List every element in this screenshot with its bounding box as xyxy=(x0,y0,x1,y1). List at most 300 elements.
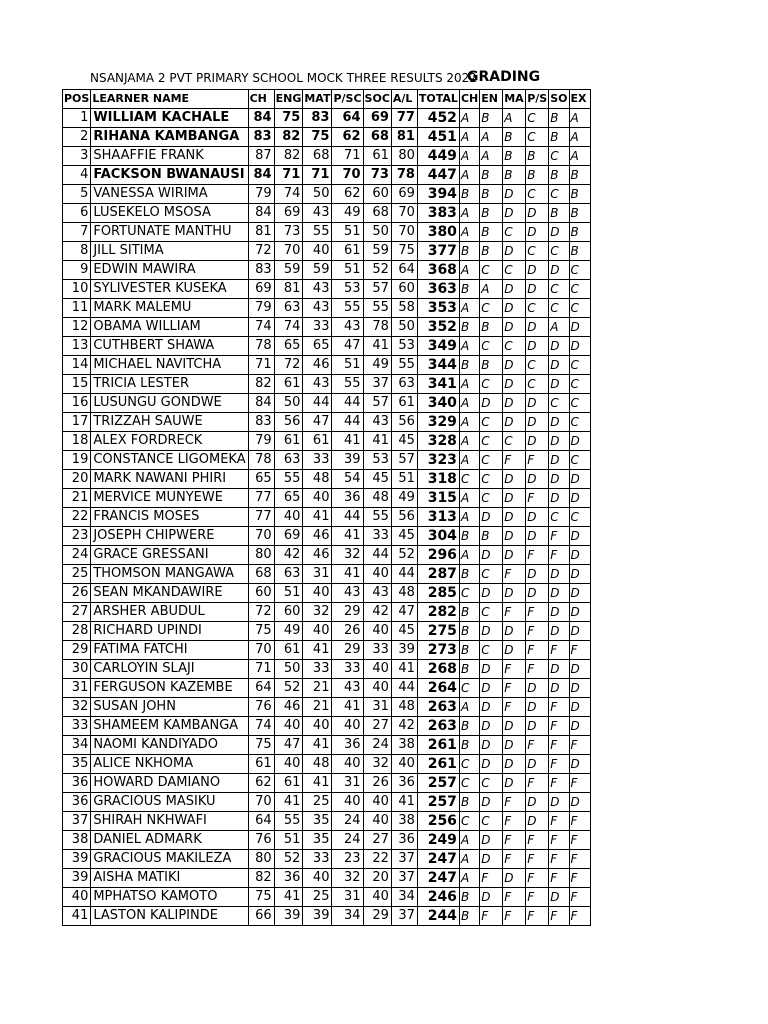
table-row xyxy=(63,508,591,527)
learner-name-cell: SYLIVESTER KUSEKA xyxy=(91,280,248,299)
grade-ma-cell: F xyxy=(503,888,526,907)
position-cell: 29 xyxy=(63,641,91,660)
table-row xyxy=(63,679,591,698)
score-eng-cell: 52 xyxy=(274,850,303,869)
position-cell: 26 xyxy=(63,584,91,603)
position-cell: 38 xyxy=(63,831,91,850)
score-mat-cell: 21 xyxy=(303,679,332,698)
score-mat-cell: 48 xyxy=(303,470,332,489)
total-cell: 304 xyxy=(417,527,459,546)
score-ch-cell: 71 xyxy=(248,660,274,679)
score-ch-cell: 72 xyxy=(248,242,274,261)
total-cell: 249 xyxy=(417,831,459,850)
grade-ch-cell: A xyxy=(459,375,479,394)
score-eng-cell: 82 xyxy=(274,147,303,166)
score-ch-cell: 69 xyxy=(248,280,274,299)
grade-ma-cell: F xyxy=(503,850,526,869)
grade-ch-cell: A xyxy=(459,337,479,356)
score-mat-cell: 43 xyxy=(303,280,332,299)
table-row xyxy=(63,546,591,565)
score-mat-cell: 39 xyxy=(303,907,332,926)
score-soc-cell: 33 xyxy=(363,527,391,546)
table-row xyxy=(63,698,591,717)
grade-ma-cell: C xyxy=(503,337,526,356)
position-cell: 2 xyxy=(63,128,91,147)
position-cell: 4 xyxy=(63,166,91,185)
grade-ma-cell: D xyxy=(503,755,526,774)
score-mat-cell: 35 xyxy=(303,812,332,831)
score-soc-cell: 27 xyxy=(363,831,391,850)
grade-en-cell: B xyxy=(480,318,503,337)
score-soc-cell: 26 xyxy=(363,774,391,793)
grade-ch-cell: B xyxy=(459,622,479,641)
grade-ma-cell: D xyxy=(503,546,526,565)
grade-ex-cell: F xyxy=(569,774,590,793)
learner-name-cell: LUSUNGU GONDWE xyxy=(91,394,248,413)
score-mat-cell: 40 xyxy=(303,869,332,888)
score-soc-cell: 57 xyxy=(363,280,391,299)
grade-so-cell: D xyxy=(549,622,569,641)
grade-ps-cell: F xyxy=(526,831,549,850)
total-cell: 256 xyxy=(417,812,459,831)
position-cell: 25 xyxy=(63,565,91,584)
grade-ex-cell: C xyxy=(569,508,590,527)
grade-ex-cell: F xyxy=(569,869,590,888)
score-eng-cell: 40 xyxy=(274,717,303,736)
grade-ma-cell: C xyxy=(503,223,526,242)
total-cell: 275 xyxy=(417,622,459,641)
score-eng-cell: 55 xyxy=(274,470,303,489)
grade-ps-cell: D xyxy=(526,565,549,584)
score-eng-cell: 51 xyxy=(274,831,303,850)
learner-name-cell: HOWARD DAMIANO xyxy=(91,774,248,793)
grade-en-cell: B xyxy=(480,109,503,128)
position-cell: 20 xyxy=(63,470,91,489)
score-eng-cell: 82 xyxy=(274,128,303,147)
grade-en-cell: F xyxy=(480,907,503,926)
score-mat-cell: 43 xyxy=(303,299,332,318)
grade-ps-cell: F xyxy=(526,641,549,660)
grade-so-cell: D xyxy=(549,470,569,489)
score-soc-cell: 41 xyxy=(363,337,391,356)
score-al-cell: 49 xyxy=(391,489,417,508)
score-eng-cell: 46 xyxy=(274,698,303,717)
total-cell: 349 xyxy=(417,337,459,356)
learner-name-cell: EDWIN MAWIRA xyxy=(91,261,248,280)
score-eng-cell: 41 xyxy=(274,888,303,907)
position-cell: 30 xyxy=(63,660,91,679)
position-cell: 16 xyxy=(63,394,91,413)
score-soc-cell: 33 xyxy=(363,641,391,660)
grade-ex-cell: D xyxy=(569,318,590,337)
grade-ex-cell: A xyxy=(569,109,590,128)
grade-ch-cell: B xyxy=(459,660,479,679)
score-soc-cell: 22 xyxy=(363,850,391,869)
learner-name-cell: MPHATSO KAMOTO xyxy=(91,888,248,907)
grade-so-cell: D xyxy=(549,660,569,679)
score-soc-cell: 40 xyxy=(363,622,391,641)
score-al-cell: 77 xyxy=(391,109,417,128)
grade-ex-cell: B xyxy=(569,223,590,242)
score-al-cell: 45 xyxy=(391,432,417,451)
learner-name-cell: GRACE GRESSANI xyxy=(91,546,248,565)
total-cell: 315 xyxy=(417,489,459,508)
table-row xyxy=(63,147,591,166)
total-cell: 263 xyxy=(417,698,459,717)
score-mat-cell: 41 xyxy=(303,641,332,660)
score-al-cell: 81 xyxy=(391,128,417,147)
grade-en-cell: B xyxy=(480,204,503,223)
learner-name-cell: WILLIAM KACHALE xyxy=(91,109,248,128)
learner-name-cell: FRANCIS MOSES xyxy=(91,508,248,527)
grade-ma-cell: C xyxy=(503,261,526,280)
grade-ps-cell: F xyxy=(526,774,549,793)
position-cell: 14 xyxy=(63,356,91,375)
grade-ps-cell: B xyxy=(526,166,549,185)
learner-name-cell: CUTHBERT SHAWA xyxy=(91,337,248,356)
total-cell: 273 xyxy=(417,641,459,660)
score-al-cell: 80 xyxy=(391,147,417,166)
table-row xyxy=(63,622,591,641)
score-soc-cell: 29 xyxy=(363,907,391,926)
total-cell: 380 xyxy=(417,223,459,242)
score-eng-cell: 65 xyxy=(274,489,303,508)
grade-ch-cell: B xyxy=(459,280,479,299)
grade-so-cell: C xyxy=(549,280,569,299)
score-ch-cell: 66 xyxy=(248,907,274,926)
grade-ma-cell: F xyxy=(503,451,526,470)
score-al-cell: 57 xyxy=(391,451,417,470)
total-cell: 285 xyxy=(417,584,459,603)
grade-en-cell: D xyxy=(480,698,503,717)
grade-en-cell: A xyxy=(480,128,503,147)
grade-en-cell: C xyxy=(480,375,503,394)
grade-ch-cell: A xyxy=(459,261,479,280)
score-eng-cell: 69 xyxy=(274,204,303,223)
grade-ps-cell: F xyxy=(526,622,549,641)
position-cell: 10 xyxy=(63,280,91,299)
total-cell: 329 xyxy=(417,413,459,432)
grade-ps-cell: D xyxy=(526,584,549,603)
grade-en-cell: B xyxy=(480,166,503,185)
score-psc-cell: 24 xyxy=(332,812,363,831)
grade-ch-cell: B xyxy=(459,907,479,926)
grade-so-cell: F xyxy=(549,546,569,565)
grade-ex-cell: C xyxy=(569,451,590,470)
learner-name-cell: VANESSA WIRIMA xyxy=(91,185,248,204)
total-cell: 247 xyxy=(417,869,459,888)
score-soc-cell: 37 xyxy=(363,375,391,394)
position-cell: 23 xyxy=(63,527,91,546)
grade-so-cell: A xyxy=(549,318,569,337)
table-row xyxy=(63,204,591,223)
score-psc-cell: 29 xyxy=(332,641,363,660)
score-mat-cell: 21 xyxy=(303,698,332,717)
table-row xyxy=(63,432,591,451)
grade-en-cell: C xyxy=(480,603,503,622)
total-cell: 247 xyxy=(417,850,459,869)
position-cell: 41 xyxy=(63,907,91,926)
score-eng-cell: 59 xyxy=(274,261,303,280)
grade-ex-cell: B xyxy=(569,204,590,223)
table-row xyxy=(63,736,591,755)
grade-ma-cell: F xyxy=(503,907,526,926)
score-eng-cell: 40 xyxy=(274,508,303,527)
grade-ma-cell: D xyxy=(503,584,526,603)
grade-ex-cell: D xyxy=(569,584,590,603)
grade-en-cell: D xyxy=(480,850,503,869)
score-ch-cell: 74 xyxy=(248,717,274,736)
score-eng-cell: 69 xyxy=(274,527,303,546)
score-ch-cell: 70 xyxy=(248,641,274,660)
grade-ma-cell: D xyxy=(503,204,526,223)
grade-ps-cell: D xyxy=(526,527,549,546)
position-cell: 19 xyxy=(63,451,91,470)
grade-ch-cell: B xyxy=(459,888,479,907)
score-al-cell: 37 xyxy=(391,850,417,869)
score-psc-cell: 71 xyxy=(332,147,363,166)
score-mat-cell: 40 xyxy=(303,717,332,736)
grade-ps-cell: D xyxy=(526,793,549,812)
grade-ma-cell: F xyxy=(503,698,526,717)
score-soc-cell: 61 xyxy=(363,147,391,166)
score-al-cell: 40 xyxy=(391,755,417,774)
grade-ex-cell: F xyxy=(569,812,590,831)
score-al-cell: 36 xyxy=(391,831,417,850)
grade-so-cell: D xyxy=(549,793,569,812)
score-eng-cell: 74 xyxy=(274,318,303,337)
score-psc-cell: 41 xyxy=(332,432,363,451)
learner-name-cell: JILL SITIMA xyxy=(91,242,248,261)
learner-name-cell: OBAMA WILLIAM xyxy=(91,318,248,337)
position-cell: 27 xyxy=(63,603,91,622)
position-cell: 39 xyxy=(63,850,91,869)
grade-ex-cell: C xyxy=(569,413,590,432)
grade-ps-cell: D xyxy=(526,261,549,280)
grade-ps-cell: C xyxy=(526,128,549,147)
grade-ma-cell: D xyxy=(503,413,526,432)
score-al-cell: 56 xyxy=(391,413,417,432)
grade-en-cell: D xyxy=(480,736,503,755)
score-psc-cell: 61 xyxy=(332,242,363,261)
grade-en-cell: D xyxy=(480,717,503,736)
grade-ch-cell: B xyxy=(459,736,479,755)
learner-name-cell: RICHARD UPINDI xyxy=(91,622,248,641)
score-soc-cell: 68 xyxy=(363,128,391,147)
total-cell: 368 xyxy=(417,261,459,280)
grade-ps-cell: D xyxy=(526,318,549,337)
score-psc-cell: 44 xyxy=(332,394,363,413)
total-cell: 257 xyxy=(417,793,459,812)
total-cell: 323 xyxy=(417,451,459,470)
grade-ex-cell: D xyxy=(569,679,590,698)
learner-name-cell: MARK NAWANI PHIRI xyxy=(91,470,248,489)
score-al-cell: 38 xyxy=(391,812,417,831)
table-row xyxy=(63,489,591,508)
table-row xyxy=(63,793,591,812)
score-al-cell: 60 xyxy=(391,280,417,299)
position-cell: 36 xyxy=(63,774,91,793)
grade-ma-cell: D xyxy=(503,622,526,641)
grade-so-cell: D xyxy=(549,603,569,622)
table-row xyxy=(63,242,591,261)
score-soc-cell: 31 xyxy=(363,698,391,717)
position-cell: 35 xyxy=(63,755,91,774)
score-mat-cell: 44 xyxy=(303,394,332,413)
position-cell: 37 xyxy=(63,812,91,831)
score-al-cell: 48 xyxy=(391,698,417,717)
grade-ch-cell: B xyxy=(459,185,479,204)
header-grade-ch: CH xyxy=(459,90,479,109)
table-row xyxy=(63,831,591,850)
grade-ma-cell: D xyxy=(503,717,526,736)
score-soc-cell: 42 xyxy=(363,603,391,622)
grade-ch-cell: A xyxy=(459,223,479,242)
score-psc-cell: 29 xyxy=(332,603,363,622)
grade-en-cell: D xyxy=(480,394,503,413)
position-cell: 6 xyxy=(63,204,91,223)
table-row xyxy=(63,660,591,679)
score-ch-cell: 74 xyxy=(248,318,274,337)
grade-ch-cell: B xyxy=(459,717,479,736)
score-psc-cell: 23 xyxy=(332,850,363,869)
score-eng-cell: 41 xyxy=(274,793,303,812)
learner-name-cell: SHIRAH NKHWAFI xyxy=(91,812,248,831)
grade-ch-cell: A xyxy=(459,451,479,470)
table-row xyxy=(63,774,591,793)
grade-ex-cell: D xyxy=(569,717,590,736)
score-al-cell: 56 xyxy=(391,508,417,527)
grade-en-cell: C xyxy=(480,413,503,432)
header-grade-ma: MA xyxy=(503,90,526,109)
score-psc-cell: 43 xyxy=(332,679,363,698)
score-psc-cell: 55 xyxy=(332,375,363,394)
score-ch-cell: 76 xyxy=(248,831,274,850)
grade-ma-cell: D xyxy=(503,242,526,261)
score-eng-cell: 65 xyxy=(274,337,303,356)
score-mat-cell: 43 xyxy=(303,375,332,394)
learner-name-cell: FORTUNATE MANTHU xyxy=(91,223,248,242)
position-cell: 18 xyxy=(63,432,91,451)
grade-ch-cell: B xyxy=(459,603,479,622)
grade-ex-cell: A xyxy=(569,128,590,147)
grade-ma-cell: D xyxy=(503,489,526,508)
total-cell: 318 xyxy=(417,470,459,489)
header-psc: P/SC xyxy=(332,90,363,109)
header-soc: SOC xyxy=(363,90,391,109)
score-ch-cell: 79 xyxy=(248,432,274,451)
score-psc-cell: 36 xyxy=(332,736,363,755)
grade-ch-cell: B xyxy=(459,318,479,337)
score-mat-cell: 50 xyxy=(303,185,332,204)
table-row xyxy=(63,527,591,546)
score-psc-cell: 41 xyxy=(332,698,363,717)
score-al-cell: 75 xyxy=(391,242,417,261)
learner-name-cell: TRIZZAH SAUWE xyxy=(91,413,248,432)
table-row xyxy=(63,394,591,413)
score-eng-cell: 70 xyxy=(274,242,303,261)
total-cell: 263 xyxy=(417,717,459,736)
grade-ch-cell: C xyxy=(459,755,479,774)
score-mat-cell: 48 xyxy=(303,755,332,774)
table-row xyxy=(63,318,591,337)
position-cell: 11 xyxy=(63,299,91,318)
grade-so-cell: C xyxy=(549,394,569,413)
grade-ps-cell: C xyxy=(526,109,549,128)
grade-en-cell: C xyxy=(480,641,503,660)
score-al-cell: 47 xyxy=(391,603,417,622)
grade-ps-cell: C xyxy=(526,185,549,204)
score-eng-cell: 36 xyxy=(274,869,303,888)
score-mat-cell: 33 xyxy=(303,850,332,869)
grade-ma-cell: B xyxy=(503,166,526,185)
grade-so-cell: F xyxy=(549,698,569,717)
table-row xyxy=(63,375,591,394)
table-row xyxy=(63,337,591,356)
total-cell: 451 xyxy=(417,128,459,147)
header-grade-ps: P/S xyxy=(526,90,549,109)
total-cell: 344 xyxy=(417,356,459,375)
score-ch-cell: 71 xyxy=(248,356,274,375)
grade-ch-cell: B xyxy=(459,565,479,584)
grade-ps-cell: D xyxy=(526,204,549,223)
grade-ps-cell: F xyxy=(526,736,549,755)
score-psc-cell: 53 xyxy=(332,280,363,299)
header-mat: MAT xyxy=(303,90,332,109)
grade-ma-cell: D xyxy=(503,375,526,394)
score-soc-cell: 41 xyxy=(363,432,391,451)
grade-ps-cell: D xyxy=(526,413,549,432)
grade-en-cell: C xyxy=(480,299,503,318)
grade-ps-cell: D xyxy=(526,280,549,299)
score-mat-cell: 71 xyxy=(303,166,332,185)
grade-en-cell: C xyxy=(480,337,503,356)
score-soc-cell: 55 xyxy=(363,299,391,318)
score-mat-cell: 46 xyxy=(303,356,332,375)
grade-en-cell: C xyxy=(480,261,503,280)
header-grade-so: SO xyxy=(549,90,569,109)
score-al-cell: 44 xyxy=(391,679,417,698)
grade-ex-cell: F xyxy=(569,907,590,926)
grade-en-cell: B xyxy=(480,527,503,546)
grade-en-cell: D xyxy=(480,508,503,527)
grade-so-cell: D xyxy=(549,451,569,470)
score-eng-cell: 71 xyxy=(274,166,303,185)
grade-ps-cell: D xyxy=(526,508,549,527)
grade-ma-cell: D xyxy=(503,774,526,793)
score-ch-cell: 77 xyxy=(248,508,274,527)
score-soc-cell: 52 xyxy=(363,261,391,280)
total-cell: 328 xyxy=(417,432,459,451)
score-psc-cell: 34 xyxy=(332,907,363,926)
score-al-cell: 51 xyxy=(391,470,417,489)
grade-ma-cell: B xyxy=(503,147,526,166)
document-title: NSANJAMA 2 PVT PRIMARY SCHOOL MOCK THREE RESULTS 2022 xyxy=(90,71,477,85)
score-eng-cell: 49 xyxy=(274,622,303,641)
grade-en-cell: C xyxy=(480,432,503,451)
grade-en-cell: C xyxy=(480,489,503,508)
position-cell: 9 xyxy=(63,261,91,280)
grade-en-cell: D xyxy=(480,660,503,679)
learner-name-cell: TRICIA LESTER xyxy=(91,375,248,394)
score-mat-cell: 83 xyxy=(303,109,332,128)
grade-ps-cell: F xyxy=(526,907,549,926)
score-al-cell: 50 xyxy=(391,318,417,337)
grade-ch-cell: C xyxy=(459,679,479,698)
score-ch-cell: 75 xyxy=(248,888,274,907)
score-ch-cell: 78 xyxy=(248,337,274,356)
grade-en-cell: B xyxy=(480,185,503,204)
